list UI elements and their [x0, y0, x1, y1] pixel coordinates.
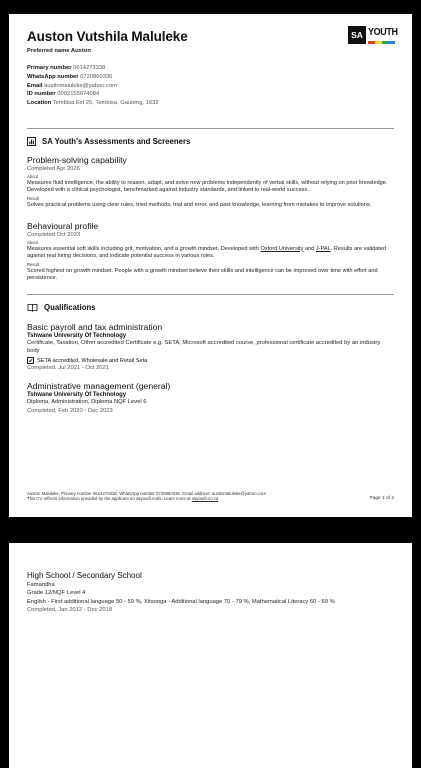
qualification-item: [27, 381, 394, 413]
assessment-about: Measures fluid intelligence, the ability to reason, adapt, and solve new problems independently of verbal skills, without relying on prior knowledge. Developed with a clinical psychologist, benchmarked against industry standards, and linked to real-world success.: [27, 179, 388, 194]
grade-level: Grade 12/NQF Level 4: [27, 590, 86, 597]
result-label: Result: [27, 262, 39, 267]
qualification-date: Completed, Jul 2021 - Oct 2021: [27, 365, 109, 372]
book-icon: [27, 303, 38, 312]
qualification-date: Completed, Jan 2012 - Dec 2018: [27, 607, 113, 614]
qualification-item: [27, 571, 394, 613]
footer-contact: Auston Maluleke, Primary number 0614273338, WhatsApp number 0720860336, Email address: austinmaluleke@yahoo.com: [27, 491, 266, 496]
preferred-name: Preferred name Auston: [27, 48, 91, 54]
contact-id: ID number 0002155674084: [27, 91, 100, 98]
qualification-detail: Diploma, Administration, Diploma NQF Level 6: [27, 399, 147, 406]
qualification-title: Basic payroll and tax administration: [27, 322, 163, 333]
assessment-result: Scored highest on growth mindset. People with a growth mindset believe their skills and intelligence can be improved over time with effort and persistence.: [27, 268, 378, 282]
cv-page-2: [9, 543, 412, 768]
qualifications-header: [27, 303, 394, 312]
divider: [27, 294, 394, 295]
qualifications-title: Qualifications: [44, 303, 96, 313]
contact-whatsapp: WhatsApp number 0720860336: [27, 73, 113, 80]
page-footer: [27, 491, 394, 502]
about-label: About: [27, 239, 38, 245]
contact-location: Location Tembisa Ext 26, Tembisa, Gauteng, 1632: [27, 100, 159, 107]
logo-color-stripe: [368, 41, 395, 44]
sa-youth-logo: [348, 26, 396, 48]
assessments-title: SA Youth's Assessments and Screeners: [42, 136, 191, 146]
contact-details: [27, 64, 394, 108]
accreditation-row: [27, 357, 394, 364]
about-label: About: [27, 173, 38, 179]
oxford-link[interactable]: Oxford University: [260, 245, 304, 252]
assessment-completed: Completed Apr 2026: [27, 165, 80, 172]
result-label: Result: [27, 196, 39, 202]
jpal-link[interactable]: J-PAL: [315, 245, 331, 252]
qualification-detail: Certificate, Taxation, Other accredited Certificate e.g. SETA, Microsoft accredited course, professional certificate accredited by an industry body: [27, 340, 381, 354]
contact-email: Email austinmaluleke@yahoo.com: [27, 82, 118, 89]
logo-sa-text: SA: [348, 26, 366, 44]
qualification-institution: Tshwane University Of Technology: [27, 392, 127, 399]
assessment-title: Behavioural profile: [27, 220, 99, 231]
qualification-date: Completed, Feb 2020 - Dec 2023: [27, 407, 113, 414]
assessment-completed: Completed Oct 2023: [27, 231, 81, 238]
qualification-title: Administrative management (general): [27, 381, 171, 392]
assessments-header: [27, 137, 394, 146]
subjects: English - First additional language 50 - 59 %, Xitsonga - Additional language 70 - 79 %, Mathematical Literacy 60 - 69 %: [27, 598, 335, 605]
accreditation-text: SETA accredited, Wholesale and Retail Seta: [37, 357, 148, 364]
bar-chart-icon: [27, 137, 36, 146]
assessment-result: Solves practical problems using clear rules, tried methods, trial and error, and past knowledge, learning from mistakes to improve solutions.: [27, 202, 372, 209]
cv-page-1: [9, 14, 412, 517]
assessment-item: [27, 221, 394, 283]
assessment-item: [27, 155, 394, 210]
candidate-name: Auston Vutshila Maluleke: [27, 29, 188, 44]
divider: [27, 128, 394, 129]
qualification-title: High School / Secondary School: [27, 571, 142, 580]
assessment-title: Problem-solving capability: [27, 154, 127, 165]
footer-note: This CV reflects information provided by the applicant on sayouth.mobi. Learn more at sayouth.co.za: [27, 496, 219, 502]
qualification-institution: Tshwane University Of Technology: [27, 333, 127, 340]
assessment-about: Measures essential soft skills including grit, motivation, and a growth mindset. Developed with Oxford University and J-PAL. Results are validated against real hiring decisions, and indicate potential success in various roles.: [27, 245, 387, 259]
qualification-item: [27, 322, 394, 371]
logo-youth-text: YOUTH: [368, 27, 398, 38]
school-name: Famandha: [27, 582, 55, 588]
contact-primary: Primary number 0614273338: [27, 65, 106, 71]
page-number: Page 1 of 2: [369, 496, 394, 501]
checkmark-icon: [27, 357, 34, 364]
sayouth-link[interactable]: sayouth.co.za: [191, 496, 219, 502]
